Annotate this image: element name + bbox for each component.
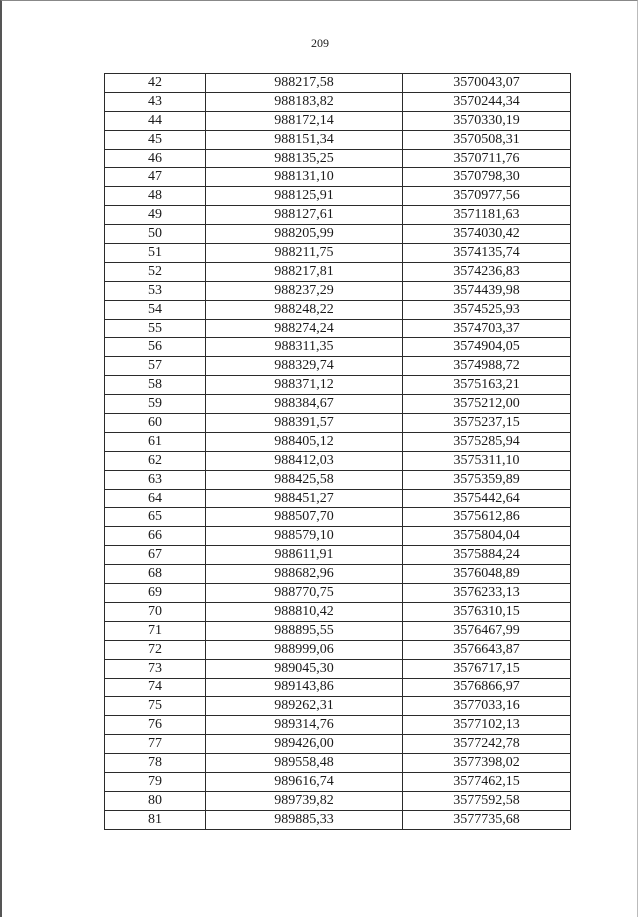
- point-number-cell: 44: [105, 111, 206, 130]
- x-coordinate-cell: 988127,61: [206, 206, 403, 225]
- x-coordinate-cell: 988507,70: [206, 508, 403, 527]
- point-number-cell: 81: [105, 810, 206, 829]
- table-row: [105, 414, 571, 433]
- point-number-cell: 63: [105, 470, 206, 489]
- point-number-cell: 52: [105, 262, 206, 281]
- point-number-cell: 70: [105, 602, 206, 621]
- x-coordinate-cell: 989616,74: [206, 772, 403, 791]
- point-number-cell: 66: [105, 527, 206, 546]
- point-number-cell: 59: [105, 395, 206, 414]
- point-number-cell: 46: [105, 149, 206, 168]
- table-row: [105, 659, 571, 678]
- y-coordinate-cell: 3577592,58: [403, 791, 571, 810]
- y-coordinate-cell: 3571181,63: [403, 206, 571, 225]
- point-number-cell: 51: [105, 244, 206, 263]
- x-coordinate-cell: 988384,67: [206, 395, 403, 414]
- x-coordinate-cell: 988391,57: [206, 414, 403, 433]
- x-coordinate-cell: 988217,81: [206, 262, 403, 281]
- y-coordinate-cell: 3575442,64: [403, 489, 571, 508]
- point-number-cell: 60: [105, 414, 206, 433]
- table-row: [105, 281, 571, 300]
- x-coordinate-cell: 988371,12: [206, 376, 403, 395]
- y-coordinate-cell: 3575311,10: [403, 451, 571, 470]
- table-row: [105, 527, 571, 546]
- table-row: [105, 640, 571, 659]
- table-row: [105, 546, 571, 565]
- x-coordinate-cell: 988205,99: [206, 225, 403, 244]
- table-row: [105, 621, 571, 640]
- x-coordinate-cell: 989885,33: [206, 810, 403, 829]
- point-number-cell: 74: [105, 678, 206, 697]
- y-coordinate-cell: 3575804,04: [403, 527, 571, 546]
- y-coordinate-cell: 3570330,19: [403, 111, 571, 130]
- x-coordinate-cell: 988412,03: [206, 451, 403, 470]
- table-row: [105, 565, 571, 584]
- table-row: [105, 716, 571, 735]
- y-coordinate-cell: 3577242,78: [403, 735, 571, 754]
- page-number: 209: [311, 36, 329, 50]
- point-number-cell: 47: [105, 168, 206, 187]
- point-number-cell: 50: [105, 225, 206, 244]
- table-row: [105, 432, 571, 451]
- table-row: [105, 678, 571, 697]
- x-coordinate-cell: 988217,58: [206, 74, 403, 93]
- point-number-cell: 55: [105, 319, 206, 338]
- point-number-cell: 76: [105, 716, 206, 735]
- table-row: [105, 130, 571, 149]
- point-number-cell: 45: [105, 130, 206, 149]
- point-number-cell: 57: [105, 357, 206, 376]
- table-row: [105, 697, 571, 716]
- x-coordinate-cell: 988451,27: [206, 489, 403, 508]
- table-row: [105, 584, 571, 603]
- point-number-cell: 56: [105, 338, 206, 357]
- point-number-cell: 61: [105, 432, 206, 451]
- y-coordinate-cell: 3574904,05: [403, 338, 571, 357]
- point-number-cell: 72: [105, 640, 206, 659]
- x-coordinate-cell: 988895,55: [206, 621, 403, 640]
- x-coordinate-cell: 988425,58: [206, 470, 403, 489]
- table-row: [105, 168, 571, 187]
- table-row: [105, 244, 571, 263]
- x-coordinate-cell: 988329,74: [206, 357, 403, 376]
- x-coordinate-cell: 988274,24: [206, 319, 403, 338]
- table-row: [105, 225, 571, 244]
- point-number-cell: 49: [105, 206, 206, 225]
- x-coordinate-cell: 988135,25: [206, 149, 403, 168]
- y-coordinate-cell: 3574988,72: [403, 357, 571, 376]
- y-coordinate-cell: 3576866,97: [403, 678, 571, 697]
- table-row: [105, 451, 571, 470]
- point-number-cell: 79: [105, 772, 206, 791]
- x-coordinate-cell: 988172,14: [206, 111, 403, 130]
- y-coordinate-cell: 3576048,89: [403, 565, 571, 584]
- y-coordinate-cell: 3575612,86: [403, 508, 571, 527]
- point-number-cell: 43: [105, 92, 206, 111]
- x-coordinate-cell: 988248,22: [206, 300, 403, 319]
- table-row: [105, 376, 571, 395]
- table-row: [105, 772, 571, 791]
- table-row: [105, 206, 571, 225]
- y-coordinate-cell: 3574135,74: [403, 244, 571, 263]
- x-coordinate-cell: 989143,86: [206, 678, 403, 697]
- x-coordinate-cell: 988682,96: [206, 565, 403, 584]
- y-coordinate-cell: 3576310,15: [403, 602, 571, 621]
- y-coordinate-cell: 3574030,42: [403, 225, 571, 244]
- table-row: [105, 300, 571, 319]
- point-number-cell: 48: [105, 187, 206, 206]
- table-row: [105, 395, 571, 414]
- y-coordinate-cell: 3576643,87: [403, 640, 571, 659]
- x-coordinate-cell: 989314,76: [206, 716, 403, 735]
- y-coordinate-cell: 3574236,83: [403, 262, 571, 281]
- y-coordinate-cell: 3576233,13: [403, 584, 571, 603]
- x-coordinate-cell: 988579,10: [206, 527, 403, 546]
- x-coordinate-cell: 988999,06: [206, 640, 403, 659]
- x-coordinate-cell: 988810,42: [206, 602, 403, 621]
- table-row: [105, 338, 571, 357]
- x-coordinate-cell: 988311,35: [206, 338, 403, 357]
- point-number-cell: 67: [105, 546, 206, 565]
- table-row: [105, 735, 571, 754]
- x-coordinate-cell: 989739,82: [206, 791, 403, 810]
- table-row: [105, 791, 571, 810]
- point-number-cell: 68: [105, 565, 206, 584]
- y-coordinate-cell: 3577398,02: [403, 754, 571, 773]
- y-coordinate-cell: 3577462,15: [403, 772, 571, 791]
- point-number-cell: 65: [105, 508, 206, 527]
- table-row: [105, 357, 571, 376]
- y-coordinate-cell: 3575163,21: [403, 376, 571, 395]
- y-coordinate-cell: 3577102,13: [403, 716, 571, 735]
- table-row: [105, 262, 571, 281]
- table-row: [105, 92, 571, 111]
- y-coordinate-cell: 3570977,56: [403, 187, 571, 206]
- table-row: [105, 319, 571, 338]
- y-coordinate-cell: 3576467,99: [403, 621, 571, 640]
- x-coordinate-cell: 988405,12: [206, 432, 403, 451]
- point-number-cell: 54: [105, 300, 206, 319]
- point-number-cell: 53: [105, 281, 206, 300]
- y-coordinate-cell: 3570043,07: [403, 74, 571, 93]
- y-coordinate-cell: 3575285,94: [403, 432, 571, 451]
- y-coordinate-cell: 3575212,00: [403, 395, 571, 414]
- point-number-cell: 62: [105, 451, 206, 470]
- y-coordinate-cell: 3570798,30: [403, 168, 571, 187]
- x-coordinate-cell: 988237,29: [206, 281, 403, 300]
- y-coordinate-cell: 3570244,34: [403, 92, 571, 111]
- table-row: [105, 470, 571, 489]
- y-coordinate-cell: 3570508,31: [403, 130, 571, 149]
- point-number-cell: 77: [105, 735, 206, 754]
- point-number-cell: 73: [105, 659, 206, 678]
- x-coordinate-cell: 988770,75: [206, 584, 403, 603]
- point-number-cell: 58: [105, 376, 206, 395]
- x-coordinate-cell: 988131,10: [206, 168, 403, 187]
- point-number-cell: 64: [105, 489, 206, 508]
- y-coordinate-cell: 3576717,15: [403, 659, 571, 678]
- point-number-cell: 78: [105, 754, 206, 773]
- table-row: [105, 111, 571, 130]
- x-coordinate-cell: 988183,82: [206, 92, 403, 111]
- y-coordinate-cell: 3577033,16: [403, 697, 571, 716]
- y-coordinate-cell: 3574525,93: [403, 300, 571, 319]
- y-coordinate-cell: 3575359,89: [403, 470, 571, 489]
- y-coordinate-cell: 3577735,68: [403, 810, 571, 829]
- x-coordinate-cell: 988211,75: [206, 244, 403, 263]
- coordinates-table-body: [105, 74, 571, 830]
- x-coordinate-cell: 989262,31: [206, 697, 403, 716]
- x-coordinate-cell: 989426,00: [206, 735, 403, 754]
- point-number-cell: 71: [105, 621, 206, 640]
- table-row: [105, 74, 571, 93]
- x-coordinate-cell: 989558,48: [206, 754, 403, 773]
- y-coordinate-cell: 3575237,15: [403, 414, 571, 433]
- table-row: [105, 187, 571, 206]
- y-coordinate-cell: 3570711,76: [403, 149, 571, 168]
- table-row: [105, 149, 571, 168]
- x-coordinate-cell: 988151,34: [206, 130, 403, 149]
- point-number-cell: 42: [105, 74, 206, 93]
- x-coordinate-cell: 989045,30: [206, 659, 403, 678]
- table-row: [105, 489, 571, 508]
- y-coordinate-cell: 3575884,24: [403, 546, 571, 565]
- y-coordinate-cell: 3574703,37: [403, 319, 571, 338]
- point-number-cell: 69: [105, 584, 206, 603]
- table-row: [105, 754, 571, 773]
- coordinates-table: [104, 73, 571, 830]
- point-number-cell: 75: [105, 697, 206, 716]
- x-coordinate-cell: 988125,91: [206, 187, 403, 206]
- table-row: [105, 810, 571, 829]
- point-number-cell: 80: [105, 791, 206, 810]
- x-coordinate-cell: 988611,91: [206, 546, 403, 565]
- y-coordinate-cell: 3574439,98: [403, 281, 571, 300]
- table-row: [105, 508, 571, 527]
- table-row: [105, 602, 571, 621]
